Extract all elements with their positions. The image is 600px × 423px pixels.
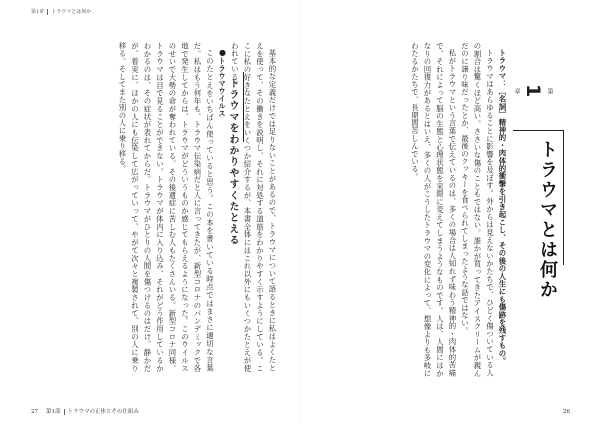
left-intro-paragraph: 基本的な定義だけでは足りないことがあるので、トラウマについて語るときに私はよくたとえを使って、その働きを説明し、それに対処する道筋をわかりやすく示すようにしている。ここに私の好きなたとえをいくつか紹介するが、本書全体にはこれ以外にもいくつかたとえが使われている。 <box>230 42 277 372</box>
chapter-rule-vertical <box>563 130 564 265</box>
right-body-paragraph-2: 私がトラウマという言葉で伝えているのは、多くの場合は人知れず味わう精神的・肉体的苦痛で、それによって脳の生態と心理状態を実際に変えてしまうようなものです。人は、人間にはかなりの回復力があるとはいえ、多くの人がこうしたトラウマの変化によって、想像よりも多岐にわたるかたちで、長期間苦しんでいる。 <box>410 42 457 377</box>
running-head-title: トラウマとは何か <box>51 9 92 15</box>
page-number-left: 27 <box>31 409 38 415</box>
chapter-label-sho: 章 <box>513 87 520 94</box>
page-number-right: 26 <box>563 409 570 415</box>
running-head-divider <box>47 9 48 15</box>
definition-paragraph: トラウマ：［名詞］精神的・肉体的衝撃を引き起こし、その後の人生にも傷跡を残すもの。 <box>498 49 507 366</box>
chapter-title: トラウマとは何か <box>537 140 558 300</box>
chapter-opener <box>513 44 568 384</box>
folio-part: 第1部 <box>46 409 61 415</box>
section-heading: トラウマをわかりやすくたとえる <box>227 78 238 246</box>
subsection-heading-text: トラウマウイルス <box>218 57 227 118</box>
chapter-label <box>512 84 554 97</box>
subsection-heading <box>216 42 229 372</box>
right-page-body <box>348 42 508 377</box>
left-page-body <box>118 42 278 372</box>
folio-divider <box>64 409 65 415</box>
folio-right <box>563 409 570 415</box>
chapter-number: 1 <box>522 84 544 98</box>
chapter-label-dai: 第 <box>546 87 553 94</box>
page-gutter <box>299 0 301 423</box>
right-body-paragraph-1: トラウマはあらゆることに影響を及ぼす。外からは見えないかたちで、ひどく傷ついている人の割合は驚くほど高い。ささいな傷のこともではない。誰かが買ってきたアイスクリームが親んだのに譲り味だったとか、最後のクッキーを食べられてしまったような話ではない。 <box>460 42 495 377</box>
folio-left <box>31 407 139 415</box>
subsection-bullet: ● <box>218 48 227 58</box>
chapter-rule <box>513 130 563 131</box>
running-head <box>31 8 91 15</box>
folio-part-title: トラウマの正体とその仕組み <box>67 409 140 415</box>
left-body-paragraph: このたとえをいちばん使っていると思う。この本を書いている時点ではまさに適切な言葉だ。私はもう何年も、トラウマ伝染病だと人に言ってきたが、新型コロナのパンデミックで各地で発生してからは、トラウマがどういうものか感じてもらえるようになった。このウイルスのせいで大勢の命が奪われている。その後遺症に苦しむ人もたくさんいる。新型コロナ同様、トラウマは目で見ることができない。トラウマが体内に入り込み、それがどう作用しているかわかるのは、その症状が表れてからだ。トラウマがひとりの人間を傷つけるのはだけ。静かだが、着実に、ほかの人にも伝染して広がっていって、やがて次々と複製されて、別の人に乗り移る。そしてまた別の人に乗り移る。 <box>118 42 215 372</box>
running-head-chapter: 第1章 <box>31 9 45 15</box>
